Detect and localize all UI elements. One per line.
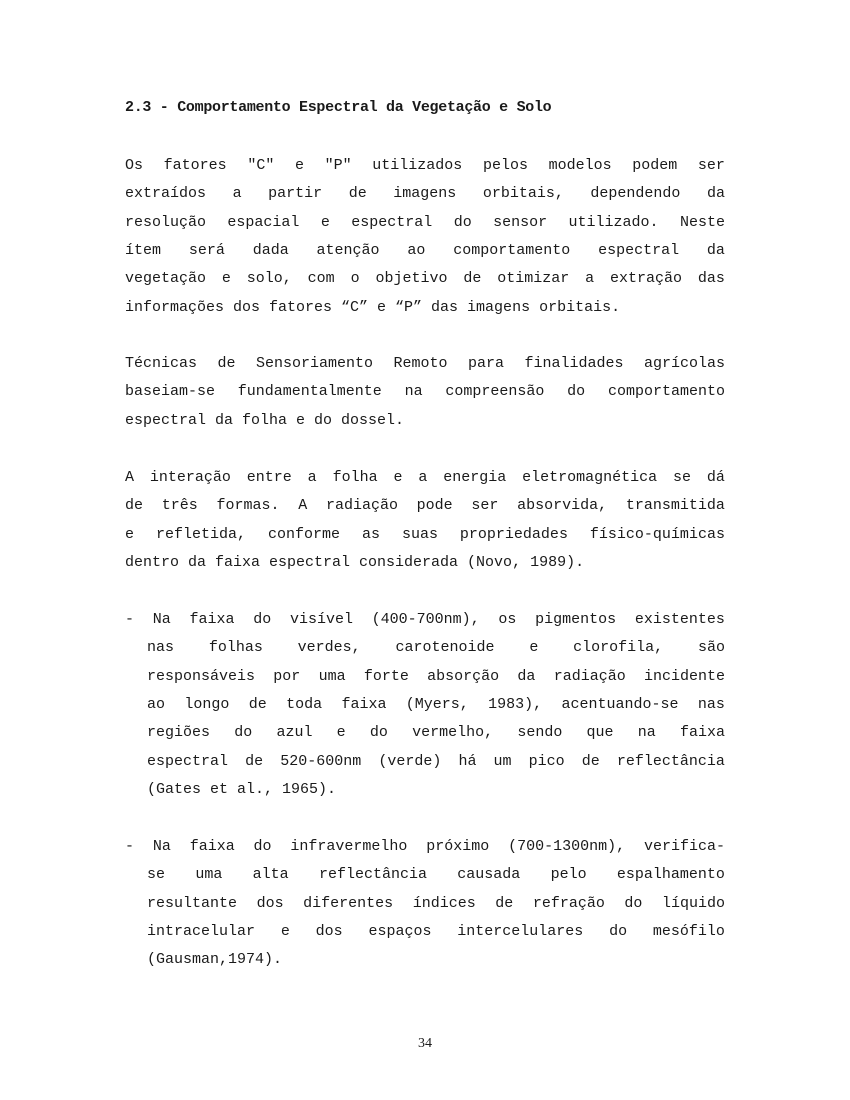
paragraph-4-line-2: nas folhas verdes, carotenoide e clorofila, são — [147, 639, 725, 657]
paragraph-3-line-3: e refletida, conforme as suas propriedades físico-químicas — [125, 525, 725, 543]
paragraph-5-line-2: se uma alta reflectância causada pelo espalhamento — [147, 866, 725, 884]
paragraph-4-line-5: regiões do azul e do vermelho, sendo que na faixa — [147, 724, 725, 742]
paragraph-1-line-3: resolução espacial e espectral do sensor utilizado. Neste — [125, 213, 725, 231]
section-heading: 2.3 - Comportamento Espectral da Vegetação e Solo — [125, 99, 552, 116]
paragraph-1-line-6: informações dos fatores “C” e “P” das imagens orbitais. — [125, 298, 621, 316]
paragraph-4-line-3: responsáveis por uma forte absorção da radiação incidente — [147, 667, 725, 685]
paragraph-1-line-4: ítem será dada atenção ao comportamento espectral da — [125, 241, 725, 259]
paragraph-2-line-1: Técnicas de Sensoriamento Remoto para finalidades agrícolas — [125, 355, 725, 372]
paragraph-5-line-3: resultante dos diferentes índices de refração do líquido — [147, 894, 725, 912]
paragraph-4-line-1: - Na faixa do visível (400-700nm), os pigmentos existentes — [125, 611, 725, 628]
paragraph-3-line-2: de três formas. A radiação pode ser absorvida, transmitida — [125, 497, 725, 515]
paragraph-4-line-4: ao longo de toda faixa (Myers, 1983), acentuando-se nas — [147, 695, 725, 713]
paragraph-2-line-3: espectral da folha e do dossel. — [125, 411, 405, 429]
paragraph-3-line-4: dentro da faixa espectral considerada (Novo, 1989). — [125, 553, 585, 571]
paragraph-4-line-7: (Gates et al., 1965). — [147, 780, 337, 798]
paragraph-5-line-1: - Na faixa do infravermelho próximo (700-1300nm), verifica- — [125, 838, 725, 855]
paragraph-3-line-1: A interação entre a folha e a energia eletromagnética se dá — [125, 469, 725, 486]
paragraph-1-line-1: Os fatores "C" e "P" utilizados pelos modelos podem ser — [125, 157, 725, 174]
page-number: 34 — [418, 1036, 432, 1051]
paragraph-5-line-5: (Gausman,1974). — [147, 951, 283, 969]
paragraph-2-line-2: baseiam-se fundamentalmente na compreensão do comportamento — [125, 383, 725, 401]
paragraph-1-line-2: extraídos a partir de imagens orbitais, dependendo da — [125, 185, 725, 203]
paragraph-1-line-5: vegetação e solo, com o objetivo de otimizar a extração das — [125, 270, 725, 288]
paragraph-4-line-6: espectral de 520-600nm (verde) há um pico de reflectância — [147, 752, 725, 770]
paragraph-5-line-4: intracelular e dos espaços intercelulares do mesófilo — [147, 922, 725, 940]
